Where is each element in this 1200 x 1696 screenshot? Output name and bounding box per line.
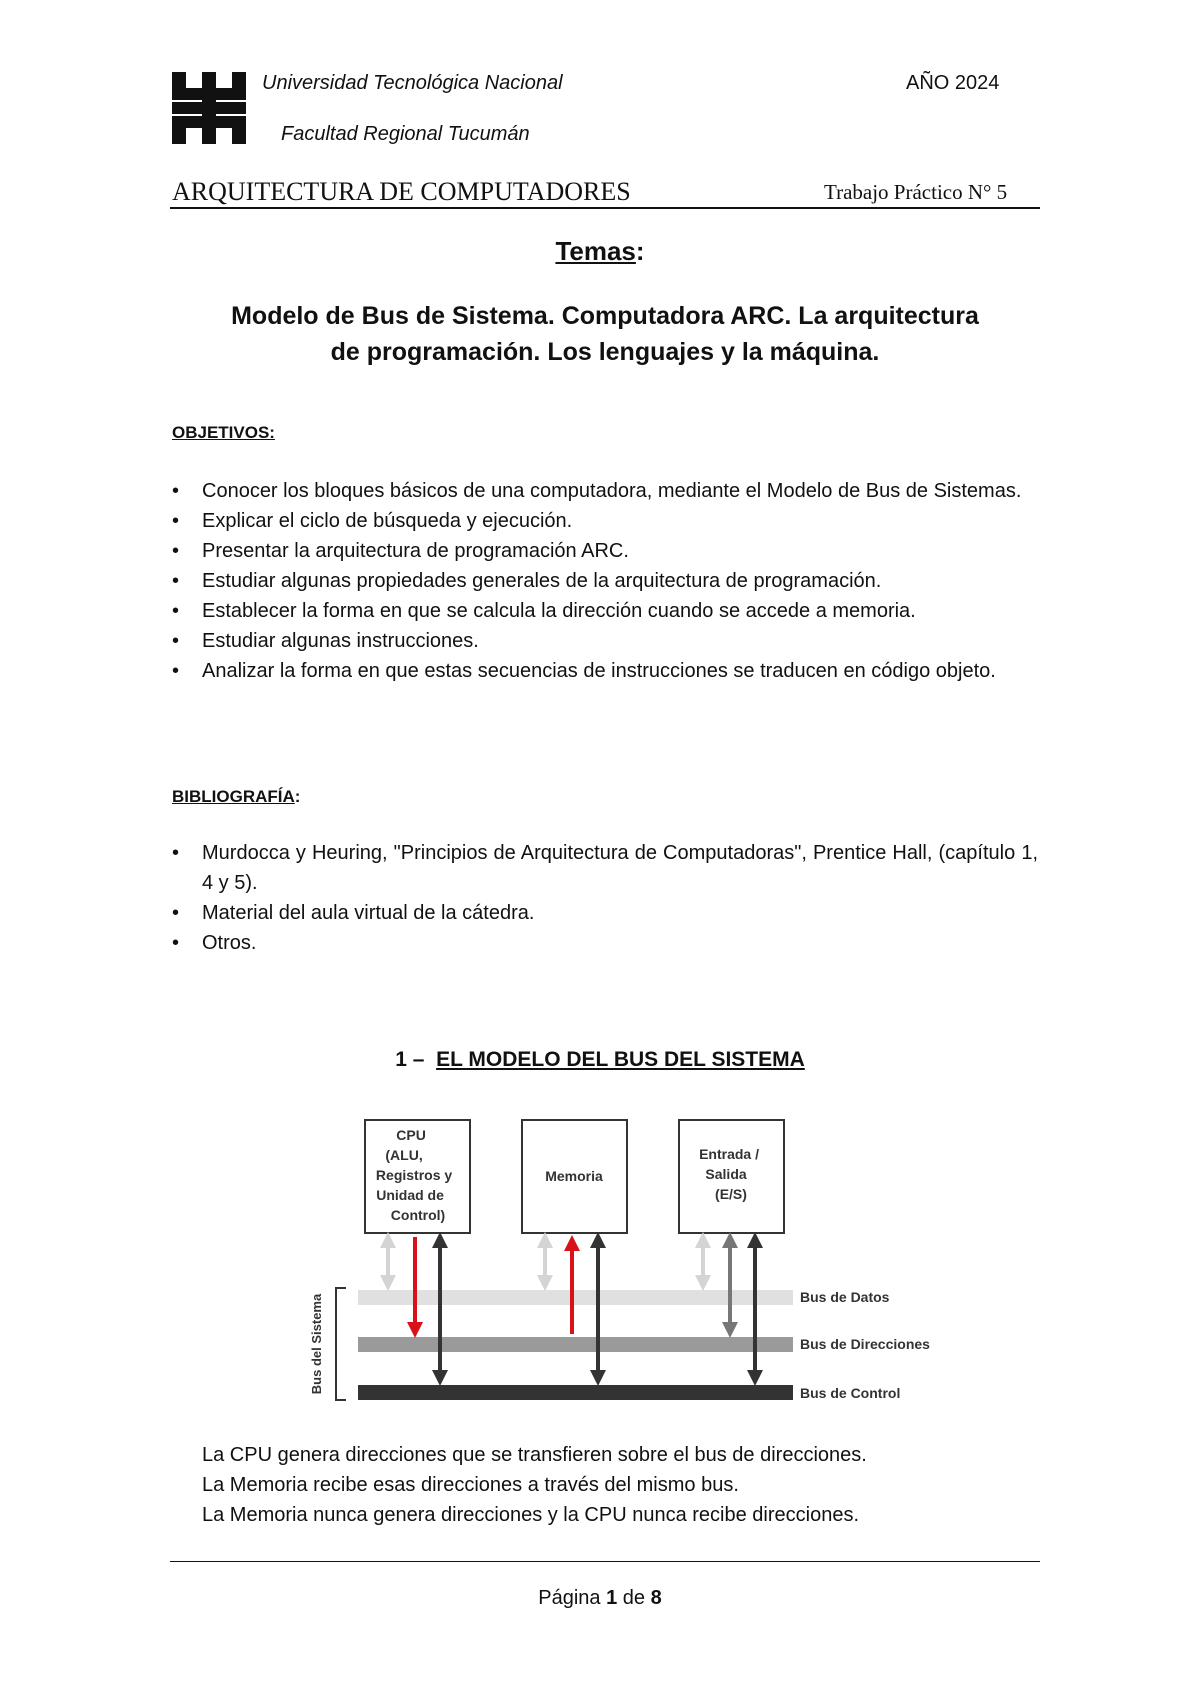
cpu-label-line: CPU <box>396 1127 426 1143</box>
list-item: • Conocer los bloques básicos de una computadora, mediante el Modelo de Bus de Sistemas. <box>172 476 1038 506</box>
bibliography-list <box>172 838 1038 958</box>
list-item: • Explicar el ciclo de búsqueda y ejecución. <box>172 506 1038 536</box>
bus-address-label: Bus de Direcciones <box>800 1336 930 1352</box>
memory-label: Memoria <box>545 1168 603 1184</box>
utn-logo <box>172 72 246 144</box>
university-name: Universidad Tecnológica Nacional <box>262 72 563 94</box>
system-bus-diagram <box>300 1110 940 1415</box>
bus-control-label: Bus de Control <box>800 1385 901 1401</box>
system-bus-label: Bus del Sistema <box>309 1293 324 1395</box>
io-label-line: Entrada / <box>699 1146 760 1162</box>
list-item: • Presentar la arquitectura de programación ARC. <box>172 536 1038 566</box>
topics-title-line-2: de programación. Los lenguajes y la máquina. <box>330 338 880 366</box>
io-label-line: (E/S) <box>715 1186 747 1202</box>
cpu-label-line: Unidad de <box>376 1187 444 1203</box>
cpu-label-line: Control) <box>390 1207 446 1223</box>
page-number: Página 1 de 8 <box>538 1587 662 1609</box>
paragraph-line: La CPU genera direcciones que se transfieren sobre el bus de direcciones. <box>202 1444 867 1466</box>
data-bus <box>358 1290 793 1305</box>
list-item: • Otros. <box>172 928 1038 958</box>
address-bus <box>358 1337 793 1352</box>
paragraph-line: La Memoria recibe esas direcciones a través del mismo bus. <box>202 1474 739 1496</box>
footer-rule <box>170 1561 1040 1562</box>
list-item: • Estudiar algunas instrucciones. <box>172 626 1038 656</box>
section-heading: 1 – EL MODELO DEL BUS DEL SISTEMA <box>395 1048 805 1071</box>
io-label-line: Salida <box>705 1166 747 1182</box>
paragraph-line: La Memoria nunca genera direcciones y la CPU nunca recibe direcciones. <box>202 1504 860 1526</box>
bibliography-heading: BIBLIOGRAFÍA: <box>172 787 301 806</box>
list-item: • Estudiar algunas propiedades generales de la arquitectura de programación. <box>172 566 1038 596</box>
header-rule <box>170 207 1040 209</box>
practical-number: Trabajo Práctico N° 5 <box>824 180 1008 204</box>
explanation-paragraph <box>202 1440 867 1530</box>
faculty-name: Facultad Regional Tucumán <box>281 123 530 145</box>
cpu-label-line: Registros y <box>375 1167 453 1183</box>
objectives-list <box>172 476 1038 686</box>
course-title: ARQUITECTURA DE COMPUTADORES <box>172 177 631 206</box>
topics-heading: Temas: <box>555 236 645 266</box>
list-item: • Analizar la forma en que estas secuencias de instrucciones se traducen en código objeto. <box>172 656 1038 686</box>
system-bus-bracket <box>336 1288 346 1400</box>
list-item: • Establecer la forma en que se calcula la dirección cuando se accede a memoria. <box>172 596 1038 626</box>
list-item: • Murdocca y Heuring, "Principios de Arquitectura de Computadoras", Prentice Hall, (capítulo 1, 4 y 5). <box>172 838 1038 898</box>
control-bus <box>358 1385 793 1400</box>
topics-title <box>170 298 1040 370</box>
topics-title-line-1: Modelo de Bus de Sistema. Computadora ARC. La arquitectura <box>231 302 979 330</box>
year: AÑO 2024 <box>906 72 1000 94</box>
objectives-heading: OBJETIVOS: <box>172 423 275 442</box>
bus-data-label: Bus de Datos <box>800 1289 890 1305</box>
cpu-label-line: (ALU, <box>385 1147 423 1163</box>
list-item: • Material del aula virtual de la cátedra. <box>172 898 1038 928</box>
